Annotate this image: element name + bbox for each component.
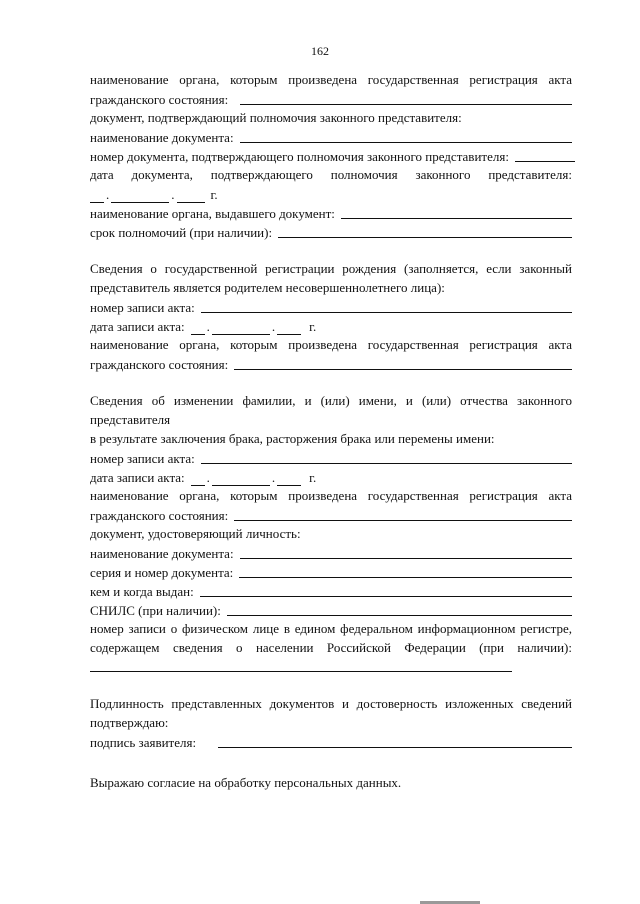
personal-data-consent: Выражаю согласие на обработку персональных данных. — [90, 775, 402, 790]
snils-row: СНИЛС (при наличии): — [90, 600, 572, 619]
identity-document-name-field[interactable] — [240, 557, 572, 559]
birth-authority-field[interactable] — [234, 368, 572, 370]
birth-authority-label: наименование органа, которым произведена государственная регистрация акта — [90, 337, 572, 352]
document-name-row: наименование документа: — [90, 127, 572, 146]
form-body — [90, 70, 572, 792]
representative-document-heading: документ, подтверждающий полномочия законного представителя: — [90, 110, 462, 125]
identity-document-name-row: наименование документа: — [90, 543, 572, 562]
document-date-year[interactable] — [177, 190, 205, 203]
name-change-reason: в результате заключения брака, расторжения брака или перемены имени: — [90, 431, 495, 446]
change-authority-label: наименование органа, которым произведена государственная регистрация акта — [90, 488, 572, 503]
page-number: 162 — [311, 44, 329, 58]
federal-register-label: номер записи о физическом лице в едином федеральном информационном регистре, — [90, 621, 572, 636]
birth-record-number-field[interactable] — [201, 311, 572, 313]
document-number-field[interactable] — [515, 160, 575, 162]
change-record-date-year[interactable] — [277, 473, 301, 486]
identity-document-number-row: серия и номер документа: — [90, 562, 572, 581]
birth-record-date-month[interactable] — [212, 322, 270, 335]
civil-status-authority-field[interactable] — [240, 103, 572, 105]
name-change-heading: Сведения об изменении фамилии, и (или) имени, и (или) отчества законного — [90, 393, 572, 408]
birth-record-date-year[interactable] — [277, 322, 301, 335]
civil-status-authority-row: гражданского состояния: — [90, 89, 572, 108]
change-authority-field[interactable] — [234, 519, 572, 521]
federal-register-label-cont: содержащем сведения о населении Российской Федерации (при наличии): — [90, 640, 572, 655]
registration-authority-label: наименование органа, которым произведена государственная регистрация акта — [90, 72, 572, 87]
issuing-authority-field[interactable] — [341, 217, 572, 219]
signature-row: подпись заявителя: — [90, 732, 572, 751]
change-authority-row: гражданского состояния: — [90, 505, 572, 524]
issued-by-field[interactable] — [200, 595, 572, 597]
change-record-number-field[interactable] — [201, 462, 572, 464]
document-date-label: дата документа, подтверждающего полномочия законного представителя: — [90, 167, 572, 182]
signature-field[interactable] — [218, 746, 572, 748]
issuing-authority-row: наименование органа, выдавшего документ: — [90, 203, 572, 222]
authority-term-field[interactable] — [278, 236, 572, 238]
change-record-number-row: номер записи акта: — [90, 448, 572, 467]
document-date-row: . . г. — [90, 184, 572, 203]
birth-record-date-day[interactable] — [191, 322, 205, 335]
issued-by-row: кем и когда выдан: — [90, 581, 572, 600]
name-change-heading-cont: представителя — [90, 412, 171, 427]
snils-field[interactable] — [227, 614, 572, 616]
change-record-date-month[interactable] — [212, 473, 270, 486]
identity-document-heading: документ, удостоверяющий личность: — [90, 526, 301, 541]
birth-record-date-row: дата записи акта: . . г. — [90, 319, 317, 334]
document-name-field[interactable] — [240, 141, 572, 143]
change-record-date-day[interactable] — [191, 473, 205, 486]
authenticity-statement: Подлинность представленных документов и достоверность изложенных сведений — [90, 696, 572, 711]
authority-term-row: срок полномочий (при наличии): — [90, 222, 572, 241]
federal-register-record-field[interactable] — [90, 657, 512, 672]
birth-record-number-row: номер записи акта: — [90, 297, 572, 316]
birth-authority-row: гражданского состояния: — [90, 354, 572, 373]
identity-document-number-field[interactable] — [239, 576, 572, 578]
change-record-date-row: дата записи акта: . . г. — [90, 470, 317, 485]
document-date-month[interactable] — [111, 190, 169, 203]
document-number-row: номер документа, подтверждающего полномочия законного представителя: — [90, 146, 572, 165]
authenticity-statement-cont: подтверждаю: — [90, 715, 169, 730]
birth-registration-heading-cont: представитель является родителем несовершеннолетнего лица): — [90, 280, 445, 295]
document-date-day[interactable] — [90, 190, 104, 203]
birth-registration-heading: Сведения о государственной регистрации рождения (заполняется, если законный — [90, 261, 572, 276]
